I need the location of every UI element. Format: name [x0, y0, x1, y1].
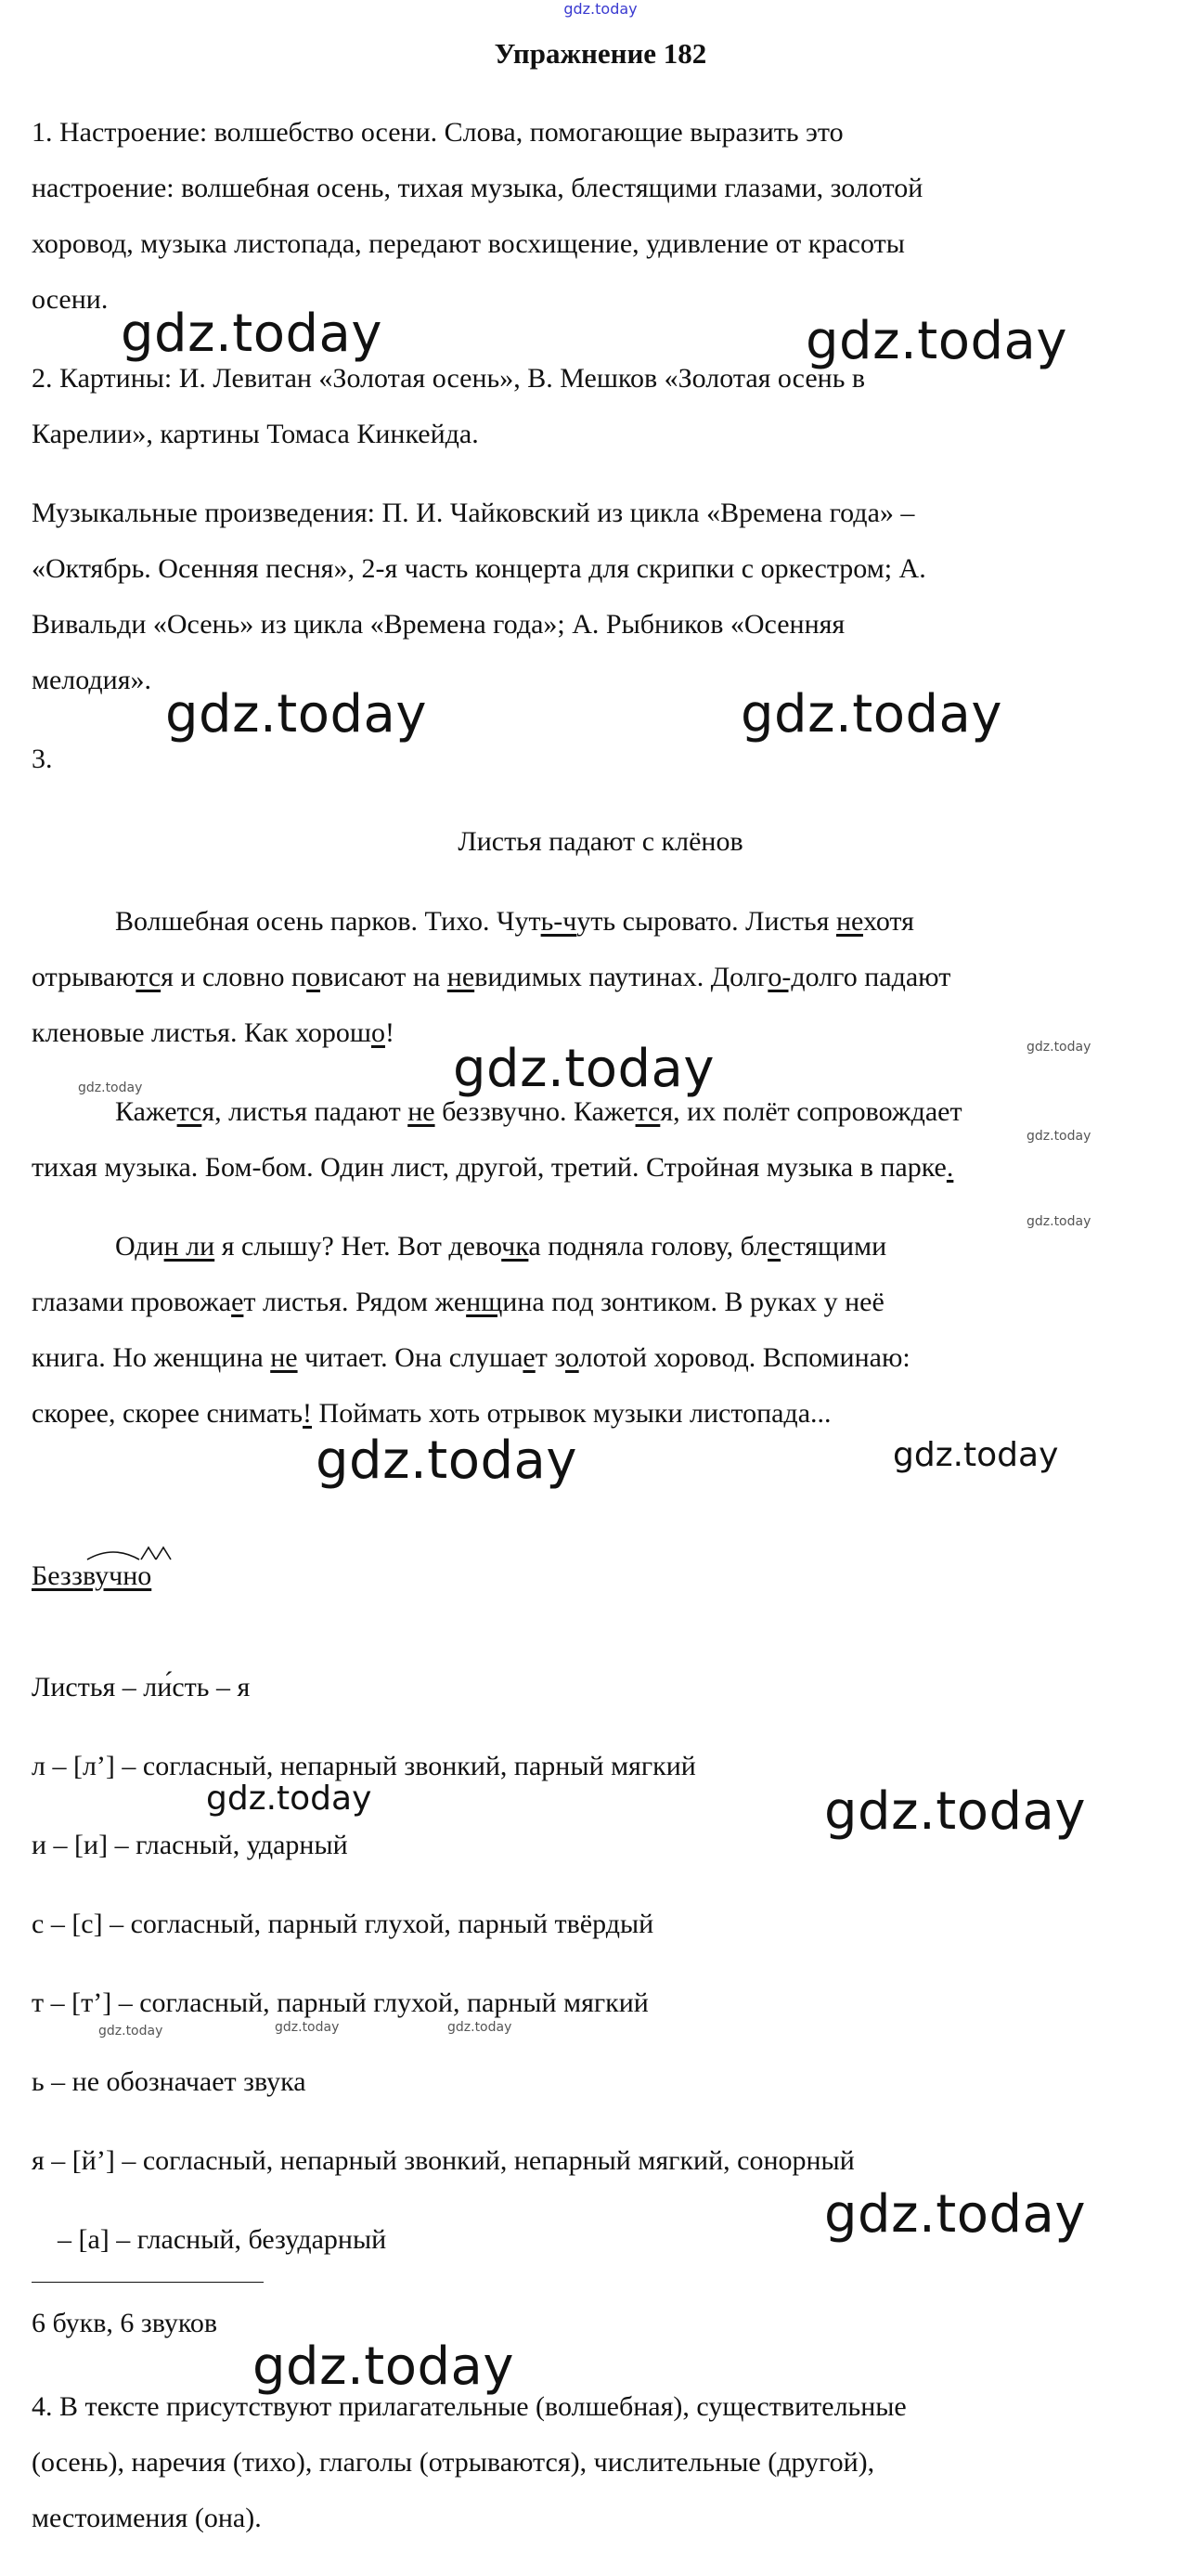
underlined-orthogram: нщ	[466, 1287, 503, 1317]
watermark: gdz.today	[165, 684, 428, 744]
root-arc-mark	[87, 1552, 139, 1560]
watermark: gdz.today	[78, 1081, 143, 1095]
watermark: gdz.today	[741, 684, 1003, 744]
section2-line: Карелии», картины Томаса Кинкейда.	[32, 419, 479, 449]
sound-row: л – [л’] – согласный, непарный звонкий, парный мягкий	[32, 1751, 696, 1781]
watermark: gdz.today	[1027, 1129, 1091, 1144]
underlined-orthogram: н ли	[163, 1231, 215, 1262]
music-line: «Октябрь. Осенняя песня», 2-я часть концерта для скрипки с оркестром; А.	[32, 553, 926, 584]
story-line: Волшебная осень парков. Тихо. Чуть-чуть сыровато. Листья нехотя	[115, 906, 914, 937]
sound-row: ь – не обозначает звука	[32, 2066, 306, 2097]
section1-line: хоровод, музыка листопада, передают восхищение, удивление от красоты	[32, 228, 905, 259]
underlined-orthogram: о-д	[768, 962, 806, 992]
exercise-title: Упражнение 182	[494, 37, 707, 70]
underlined-orthogram: ь-ч	[540, 906, 577, 937]
story-line: кленовые листья. Как хорошо!	[32, 1017, 394, 1048]
watermark: gdz.today	[806, 311, 1068, 371]
section4-line: (осень), наречия (тихо), глаголы (отрываются), числительные (другой),	[32, 2447, 875, 2478]
section3-label: 3.	[32, 744, 53, 774]
watermark-top: gdz.today	[563, 0, 638, 18]
underlined-orthogram: тс	[176, 1096, 202, 1127]
section4-line: местоимения (она).	[32, 2503, 262, 2533]
underlined-orthogram: не	[446, 962, 475, 992]
sound-row: т – [т’] – согласный, парный глухой, парный мягкий	[32, 1987, 649, 2018]
letters-sounds-summary: 6 букв, 6 звуков	[32, 2308, 218, 2338]
underlined-orthogram: чк	[501, 1231, 529, 1262]
watermark: gdz.today	[1027, 1214, 1091, 1229]
phonetic-breakdown: Листья – ли́сть – я	[32, 1672, 251, 1702]
underlined-orthogram: не	[407, 1096, 435, 1127]
suffix-caret-mark	[156, 1547, 171, 1560]
sound-row: – [а] – гласный, безударный	[58, 2224, 387, 2255]
watermark: gdz.today	[824, 2184, 1087, 2245]
story-line: Один ли я слышу? Нет. Вот девочка подняла голову, блестящими	[115, 1231, 887, 1262]
sound-row: и – [и] – гласный, ударный	[32, 1830, 348, 1860]
sound-row: я – [й’] – согласный, непарный звонкий, непарный мягкий, сонорный	[32, 2145, 855, 2176]
watermark: gdz.today	[1027, 1040, 1091, 1055]
underlined-orthogram: !	[303, 1398, 313, 1429]
underlined-orthogram: о	[370, 1017, 385, 1048]
story-line: скорее, скорее снимать! Поймать хоть отрывок музыки листопада...	[32, 1398, 832, 1429]
underlined-orthogram: .	[946, 1152, 954, 1183]
story-line: книга. Но женщина не читает. Она слушает золотой хоровод. Вспоминаю:	[32, 1342, 910, 1373]
divider	[32, 2282, 264, 2283]
section4-line: 4. В тексте присутствуют прилагательные (волшебная), существительные	[32, 2391, 907, 2422]
watermark: gdz.today	[447, 2020, 512, 2035]
section1-line: осени.	[32, 284, 109, 315]
watermark: gdz.today	[316, 1430, 578, 1491]
underlined-orthogram: д	[734, 1342, 749, 1373]
underlined-orthogram: не	[835, 906, 863, 937]
underlined-orthogram: е	[768, 1231, 781, 1262]
underlined-orthogram: тс	[635, 1096, 661, 1127]
underlined-orthogram: о	[306, 962, 321, 992]
story-line: тихая музыка. Бом-бом. Один лист, другой, третий. Стройная музыка в парке.	[32, 1152, 954, 1183]
story-line: глазами провожает листья. Рядом женщина под зонтиком. В руках у неё	[32, 1287, 885, 1317]
watermark: gdz.today	[121, 304, 383, 364]
story-title: Листья падают с клёнов	[458, 826, 743, 857]
story-line: Кажется, листья падают не беззвучно. Кажется, их полёт сопровождает	[115, 1096, 962, 1127]
watermark: gdz.today	[824, 1781, 1087, 1842]
sound-row: с – [с] – согласный, парный глухой, парный твёрдый	[32, 1909, 654, 1939]
underlined-orthogram: тс	[136, 962, 161, 992]
watermark: gdz.today	[252, 2337, 515, 2397]
watermark: gdz.today	[98, 2024, 163, 2039]
story-line: отрываются и словно повисают на невидимых паутинах. Долго-долго падают	[32, 962, 951, 992]
morpheme-marks	[32, 1543, 189, 1565]
music-line: Музыкальные произведения: П. И. Чайковский из цикла «Времена года» –	[32, 498, 915, 528]
underlined-orthogram: о	[565, 1342, 579, 1373]
analyzed-word: Беззвучно	[32, 1560, 152, 1591]
watermark: gdz.today	[453, 1039, 716, 1099]
watermark: gdz.today	[275, 2020, 340, 2035]
suffix-caret-mark	[141, 1547, 156, 1560]
watermark: gdz.today	[206, 1780, 372, 1818]
music-line: мелодия».	[32, 665, 152, 695]
section2-line: 2. Картины: И. Левитан «Золотая осень», В. Мешков «Золотая осень в	[32, 363, 866, 394]
section1-line: настроение: волшебная осень, тихая музыка, блестящими глазами, золотой	[32, 173, 923, 203]
underlined-orthogram: е	[231, 1287, 244, 1317]
underlined-orthogram: е	[523, 1342, 536, 1373]
underlined-orthogram: не	[270, 1342, 298, 1373]
music-line: Вивальди «Осень» из цикла «Времена года»; А. Рыбников «Осенняя	[32, 609, 846, 640]
watermark: gdz.today	[893, 1436, 1059, 1474]
section1-line: 1. Настроение: волшебство осени. Слова, помогающие выразить это	[32, 117, 844, 148]
